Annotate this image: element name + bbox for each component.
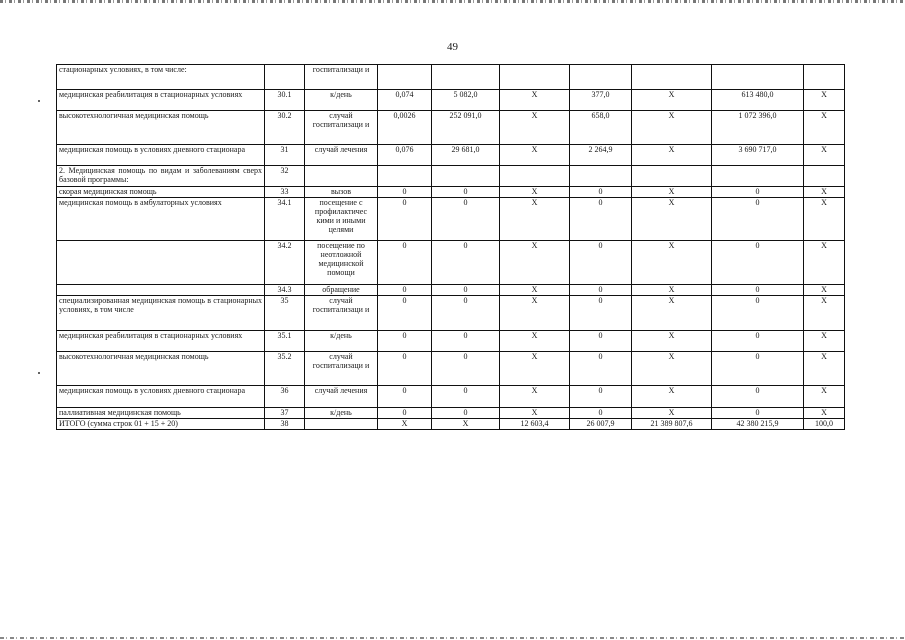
cell-value: 100,0	[804, 419, 845, 430]
cell-value: 0	[432, 285, 500, 296]
row-unit: посещение по неотложной медицинской помощи	[305, 241, 378, 285]
cell-value: 0	[432, 386, 500, 408]
cell-value: Х	[378, 419, 432, 430]
row-unit: вызов	[305, 187, 378, 198]
cell-value: 5 082,0	[432, 90, 500, 111]
cell-value	[378, 65, 432, 90]
cell-value: 0	[712, 187, 804, 198]
cell-value: 0	[712, 408, 804, 419]
row-name: медицинская помощь в условиях дневного стационара	[57, 145, 265, 166]
table-row	[57, 90, 845, 111]
cell-value: 0	[712, 331, 804, 352]
table-row	[57, 241, 845, 285]
cell-value: Х	[500, 352, 570, 386]
cell-value: Х	[804, 408, 845, 419]
cell-value: 0	[570, 198, 632, 241]
table-row	[57, 65, 845, 90]
cell-value: 0	[712, 386, 804, 408]
cell-value	[804, 166, 845, 187]
row-unit: случай лечения	[305, 145, 378, 166]
cell-value: 42 380 215,9	[712, 419, 804, 430]
row-unit: к/день	[305, 331, 378, 352]
cell-value: 0	[378, 296, 432, 331]
cell-value: Х	[500, 145, 570, 166]
table-row	[57, 296, 845, 331]
cell-value: Х	[804, 296, 845, 331]
table-row	[57, 331, 845, 352]
cell-value: Х	[804, 386, 845, 408]
cell-value: 0	[432, 296, 500, 331]
cell-value: 0	[712, 352, 804, 386]
cell-value	[500, 65, 570, 90]
table-row	[57, 187, 845, 198]
cell-value: 21 389 807,6	[632, 419, 712, 430]
cell-value: Х	[804, 241, 845, 285]
table-row	[57, 408, 845, 419]
cell-value: 0	[378, 285, 432, 296]
row-name: 2. Медицинская помощь по видам и заболеваниям сверх базовой программы:	[57, 166, 265, 187]
cell-value: Х	[804, 331, 845, 352]
cell-value: 0	[570, 408, 632, 419]
row-number: 34.3	[265, 285, 305, 296]
cell-value	[804, 65, 845, 90]
cell-value: 0	[378, 408, 432, 419]
cell-value: 658,0	[570, 111, 632, 145]
row-name: медицинская помощь в амбулаторных условиях	[57, 198, 265, 241]
cell-value: 0	[432, 198, 500, 241]
cell-value: Х	[632, 386, 712, 408]
row-number: 35.2	[265, 352, 305, 386]
cell-value: 0	[378, 352, 432, 386]
cell-value: 12 603,4	[500, 419, 570, 430]
table-row	[57, 145, 845, 166]
row-name: медицинская помощь в условиях дневного стационара	[57, 386, 265, 408]
cell-value: Х	[632, 111, 712, 145]
scan-speck	[38, 372, 40, 374]
cell-value: Х	[500, 241, 570, 285]
cell-value: 377,0	[570, 90, 632, 111]
cell-value: Х	[500, 187, 570, 198]
cell-value: 613 480,0	[712, 90, 804, 111]
cell-value: 0	[712, 198, 804, 241]
row-name: высокотехнологичная медицинская помощь	[57, 111, 265, 145]
cell-value: Х	[804, 285, 845, 296]
cell-value	[432, 65, 500, 90]
row-number: 36	[265, 386, 305, 408]
cell-value: 0	[570, 285, 632, 296]
table-row	[57, 386, 845, 408]
cell-value: 0	[432, 331, 500, 352]
row-number: 37	[265, 408, 305, 419]
row-number: 31	[265, 145, 305, 166]
cell-value: Х	[804, 111, 845, 145]
cell-value: 26 007,9	[570, 419, 632, 430]
cell-value: Х	[500, 331, 570, 352]
table-row	[57, 198, 845, 241]
cell-value: 0	[432, 187, 500, 198]
table-row	[57, 111, 845, 145]
row-name: паллиативная медицинская помощь	[57, 408, 265, 419]
row-name: высокотехнологичная медицинская помощь	[57, 352, 265, 386]
cell-value: Х	[632, 285, 712, 296]
row-unit	[305, 166, 378, 187]
row-unit: случай госпитализаци и	[305, 352, 378, 386]
cell-value: 0	[378, 241, 432, 285]
cell-value: Х	[632, 187, 712, 198]
row-unit: случай госпитализаци и	[305, 296, 378, 331]
cell-value: 0	[570, 331, 632, 352]
row-unit: к/день	[305, 90, 378, 111]
cell-value: 0	[712, 285, 804, 296]
row-unit: случай лечения	[305, 386, 378, 408]
cell-value: 29 681,0	[432, 145, 500, 166]
cell-value	[378, 166, 432, 187]
cell-value: Х	[500, 90, 570, 111]
cell-value: Х	[804, 90, 845, 111]
cell-value: 0	[432, 408, 500, 419]
cell-value: 0,0026	[378, 111, 432, 145]
row-unit: госпитализаци и	[305, 65, 378, 90]
page-number: 49	[447, 41, 458, 53]
cell-value: 0	[378, 187, 432, 198]
cell-value	[712, 65, 804, 90]
cell-value: 0	[432, 241, 500, 285]
cell-value: Х	[804, 352, 845, 386]
table-row	[57, 166, 845, 187]
cell-value: 252 091,0	[432, 111, 500, 145]
table-row	[57, 285, 845, 296]
cell-value	[632, 65, 712, 90]
row-unit	[305, 419, 378, 430]
row-name: стационарных условиях, в том числе:	[57, 65, 265, 90]
cell-value	[500, 166, 570, 187]
row-name: скорая медицинская помощь	[57, 187, 265, 198]
cell-value	[632, 166, 712, 187]
cell-value: 1 072 396,0	[712, 111, 804, 145]
cell-value: 0,074	[378, 90, 432, 111]
cell-value: 0	[570, 386, 632, 408]
cell-value: Х	[500, 408, 570, 419]
row-name: специализированная медицинская помощь в стационарных условиях, в том числе	[57, 296, 265, 331]
cell-value	[432, 166, 500, 187]
cell-value: Х	[804, 198, 845, 241]
row-number: 38	[265, 419, 305, 430]
row-name	[57, 241, 265, 285]
cell-value: 0	[378, 386, 432, 408]
row-number: 35.1	[265, 331, 305, 352]
cell-value: Х	[500, 198, 570, 241]
cell-value: 0	[570, 241, 632, 285]
cell-value: Х	[632, 241, 712, 285]
cell-value: Х	[632, 90, 712, 111]
cell-value: Х	[632, 296, 712, 331]
table-row-total	[57, 419, 845, 430]
cell-value: Х	[632, 198, 712, 241]
cell-value: 2 264,9	[570, 145, 632, 166]
row-number: 34.2	[265, 241, 305, 285]
cell-value: 0	[570, 296, 632, 331]
cell-value: 3 690 717,0	[712, 145, 804, 166]
cell-value	[712, 166, 804, 187]
row-unit: посещение с профилактичес кими и иными целями	[305, 198, 378, 241]
cell-value: 0	[378, 198, 432, 241]
scan-edge-bottom	[0, 637, 905, 639]
cell-value: Х	[632, 408, 712, 419]
cell-value	[570, 166, 632, 187]
row-number: 30.2	[265, 111, 305, 145]
cell-value: Х	[500, 111, 570, 145]
row-unit: случай госпитализаци и	[305, 111, 378, 145]
cell-value: 0	[570, 352, 632, 386]
row-name	[57, 285, 265, 296]
table-row	[57, 352, 845, 386]
cell-value: Х	[632, 331, 712, 352]
cell-value: Х	[632, 352, 712, 386]
cell-value: Х	[804, 187, 845, 198]
scan-edge-top	[0, 0, 905, 3]
scan-speck	[38, 100, 40, 102]
row-unit: к/день	[305, 408, 378, 419]
cell-value: 0	[432, 352, 500, 386]
cell-value: 0	[712, 241, 804, 285]
cell-value: Х	[432, 419, 500, 430]
row-number: 35	[265, 296, 305, 331]
row-number: 34.1	[265, 198, 305, 241]
cell-value: 0	[712, 296, 804, 331]
cell-value: Х	[500, 386, 570, 408]
row-number: 30.1	[265, 90, 305, 111]
cell-value: 0	[378, 331, 432, 352]
row-unit: обращение	[305, 285, 378, 296]
cell-value: Х	[500, 285, 570, 296]
cell-value: 0,076	[378, 145, 432, 166]
row-name: ИТОГО (сумма строк 01 + 15 + 20)	[57, 419, 265, 430]
row-name: медицинская реабилитация в стационарных условиях	[57, 331, 265, 352]
cell-value	[570, 65, 632, 90]
row-number: 32	[265, 166, 305, 187]
data-table	[56, 64, 845, 430]
cell-value: Х	[632, 145, 712, 166]
cell-value: 0	[570, 187, 632, 198]
cell-value: Х	[500, 296, 570, 331]
row-number: 33	[265, 187, 305, 198]
cell-value: Х	[804, 145, 845, 166]
row-name: медицинская реабилитация в стационарных условиях	[57, 90, 265, 111]
row-number	[265, 65, 305, 90]
